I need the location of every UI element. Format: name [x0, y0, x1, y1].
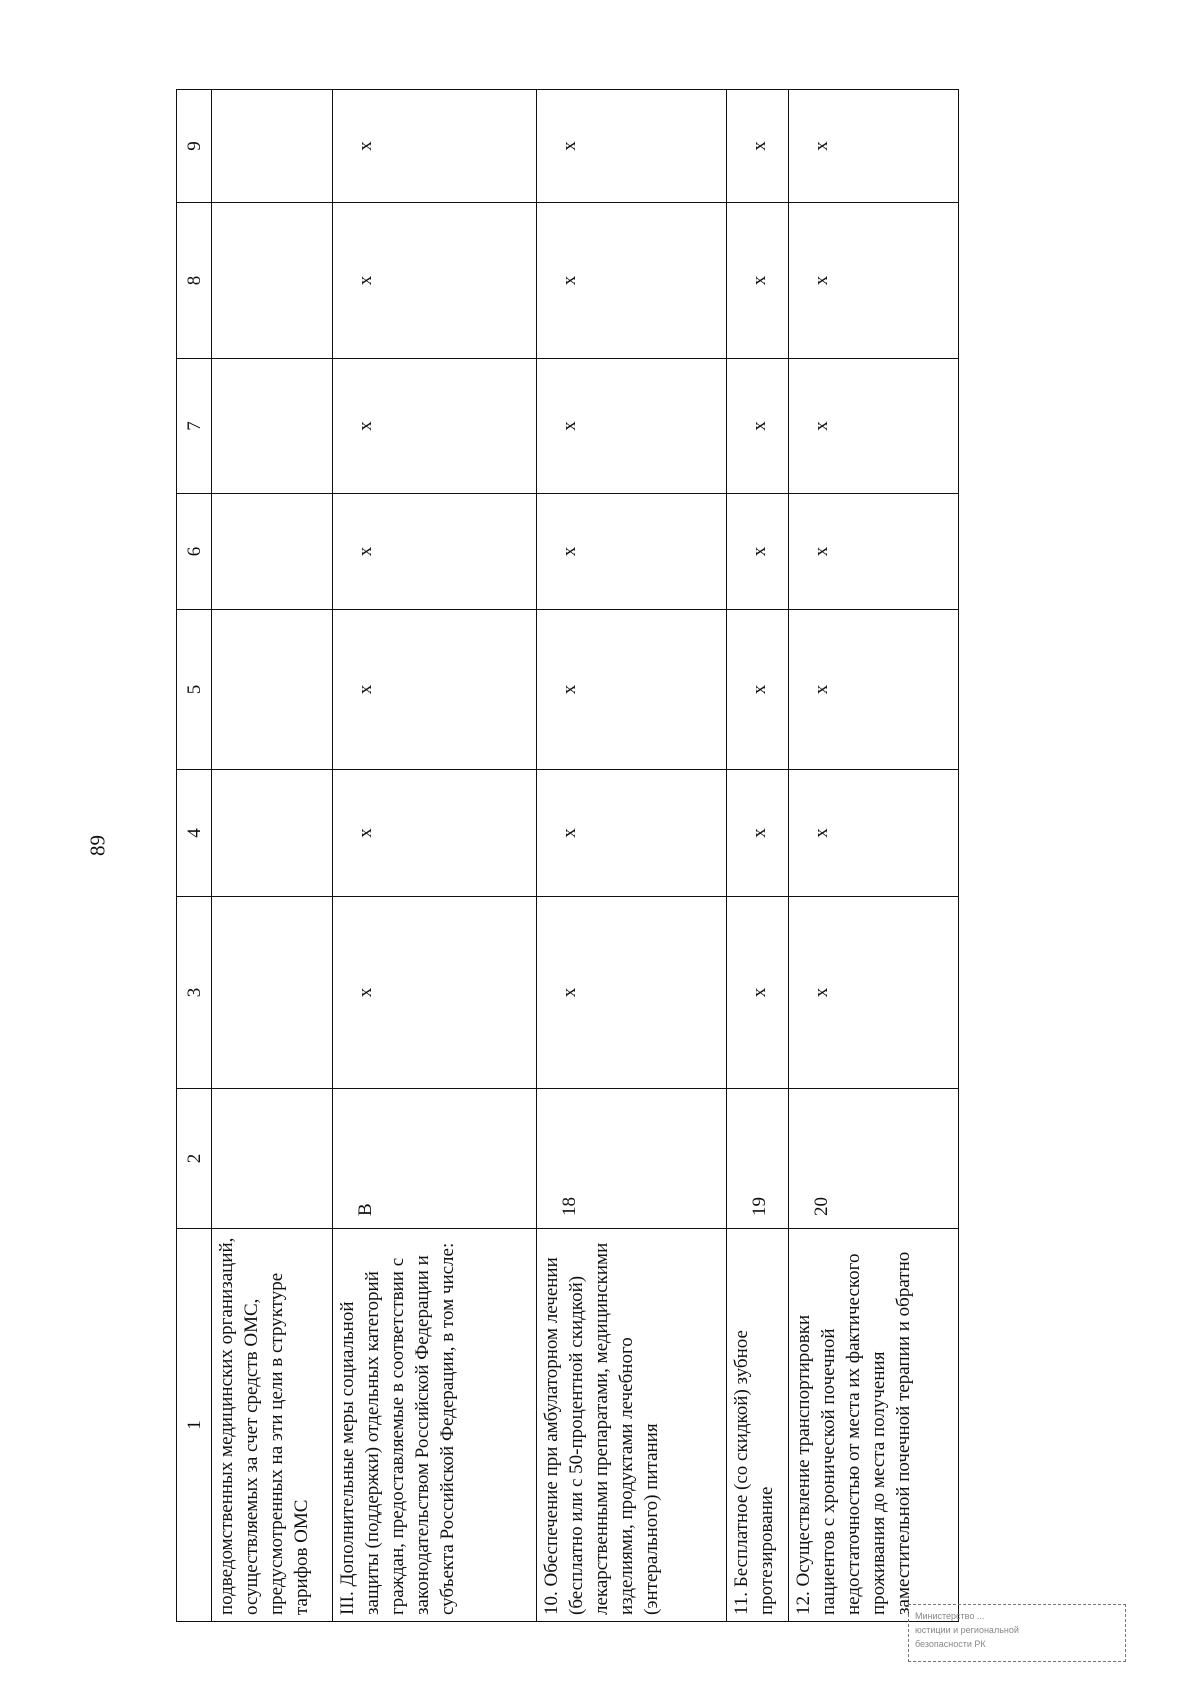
- table-row: [333, 90, 537, 1622]
- row-mark: x: [537, 610, 727, 770]
- stamp-line: Министерство ...: [915, 1611, 985, 1621]
- row-mark: x: [789, 494, 959, 610]
- table-row: [537, 90, 727, 1622]
- row-description: 10. Обеспечение при амбулаторном лечении (бесплатно или с 50-процентной скидкой) лекарственными препаратами, медицинскими изделиями, продуктами лечебного (энтерального) питания: [537, 1229, 727, 1622]
- header-cell: 8: [177, 203, 212, 359]
- table-row: [727, 90, 789, 1622]
- row-mark: x: [727, 610, 789, 770]
- row-mark: [212, 90, 333, 203]
- row-mark: [212, 770, 333, 897]
- row-code: 20: [789, 1089, 959, 1229]
- header-cell: 2: [177, 1089, 212, 1229]
- row-mark: x: [333, 494, 537, 610]
- row-mark: x: [333, 610, 537, 770]
- row-mark: x: [333, 770, 537, 897]
- document-table-rotated: [176, 90, 962, 1622]
- stamp-line: безопасности РК: [915, 1639, 986, 1649]
- page-number: 89: [85, 835, 110, 856]
- row-mark: x: [537, 203, 727, 359]
- row-mark: x: [333, 359, 537, 494]
- header-cell: 9: [177, 90, 212, 203]
- row-mark: x: [727, 90, 789, 203]
- row-mark: x: [789, 90, 959, 203]
- header-cell: 4: [177, 770, 212, 897]
- row-mark: x: [537, 770, 727, 897]
- registration-stamp: [908, 1604, 1126, 1662]
- row-mark: x: [537, 897, 727, 1089]
- header-cell: 7: [177, 359, 212, 494]
- row-mark: x: [537, 359, 727, 494]
- row-code: 18: [537, 1089, 727, 1229]
- row-mark: x: [789, 610, 959, 770]
- row-mark: [212, 897, 333, 1089]
- row-mark: [212, 359, 333, 494]
- row-code: В: [333, 1089, 537, 1229]
- row-mark: x: [789, 203, 959, 359]
- row-description: подведомственных медицинских организаций, осуществляемых за счет средств ОМС, предусмотренных на эти цели в структуре тарифов ОМС: [212, 1229, 333, 1622]
- table-row: [789, 90, 959, 1622]
- row-mark: x: [727, 897, 789, 1089]
- row-description: III. Дополнительные меры социальной защиты (поддержки) отдельных категорий граждан, предоставляемые в соответствии с законодательством Российской Федерации и субъекта Российской Федерации, в том числе:: [333, 1229, 537, 1622]
- row-mark: [212, 494, 333, 610]
- row-mark: x: [727, 494, 789, 610]
- row-mark: x: [789, 897, 959, 1089]
- row-mark: x: [537, 90, 727, 203]
- row-mark: x: [333, 203, 537, 359]
- table-header-row: [177, 90, 212, 1622]
- row-mark: x: [727, 203, 789, 359]
- row-mark: x: [789, 770, 959, 897]
- row-mark: x: [333, 90, 537, 203]
- row-mark: x: [789, 359, 959, 494]
- row-mark: [212, 203, 333, 359]
- header-cell: 6: [177, 494, 212, 610]
- row-description: 12. Осуществление транспортировки пациентов с хронической почечной недостаточностью от места их фактического проживания до места получения заместительной почечной терапии и обратно: [789, 1229, 959, 1622]
- row-description: 11. Бесплатное (со скидкой) зубное протезирование: [727, 1229, 789, 1622]
- stamp-line: юстиции и региональной: [915, 1625, 1019, 1635]
- data-table: [176, 89, 959, 1622]
- row-mark: x: [727, 770, 789, 897]
- row-mark: x: [333, 897, 537, 1089]
- table-row: [212, 90, 333, 1622]
- header-cell: 5: [177, 610, 212, 770]
- header-cell: 1: [177, 1229, 212, 1622]
- row-code: 19: [727, 1089, 789, 1229]
- row-mark: x: [727, 359, 789, 494]
- row-mark: x: [537, 494, 727, 610]
- header-cell: 3: [177, 897, 212, 1089]
- row-code: [212, 1089, 333, 1229]
- row-mark: [212, 610, 333, 770]
